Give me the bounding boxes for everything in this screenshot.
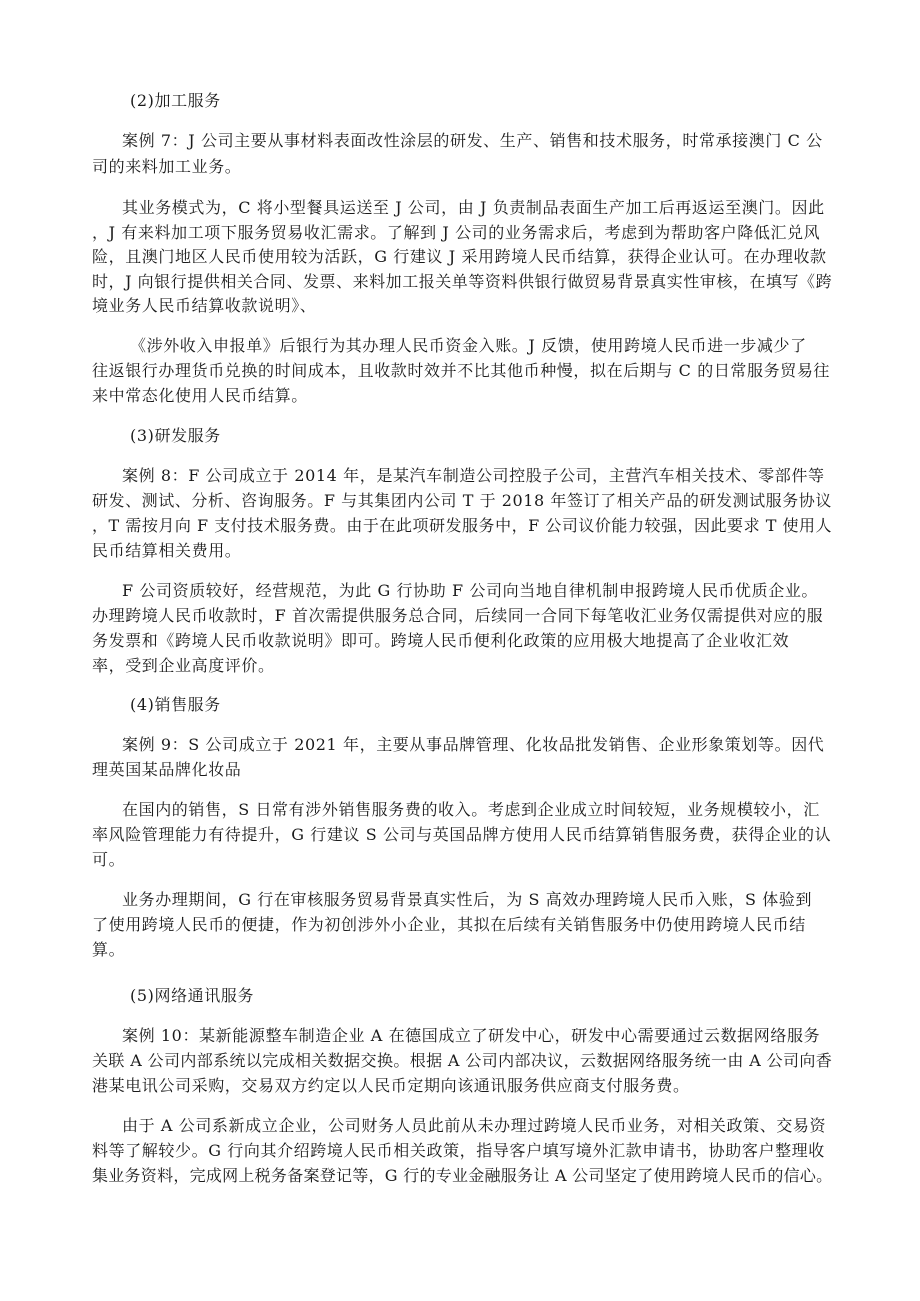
section-heading-network: (5)网络通讯服务: [130, 986, 255, 1005]
sales-para2-line: 可。: [92, 850, 126, 869]
section-heading-rd: (3)研发服务: [130, 426, 221, 445]
processing-para2-line: 险，且澳门地区人民币使用较为活跃，G 行建议 J 采用跨境人民币结算，获得企业认可。在办理收款: [92, 247, 827, 266]
processing-para3-line: 《涉外收入申报单》后银行为其办理人民币资金入账。J 反馈，使用跨境人民币进一步减少了: [130, 336, 807, 355]
rd-para2-line: 办理跨境人民币收款时，F 首次需提供服务总合同，后续同一合同下每笔收汇业务仅需提供对应的服: [92, 606, 824, 625]
section-heading-sales: (4)销售服务: [130, 695, 221, 714]
section-heading-processing: (2)加工服务: [130, 91, 221, 110]
sales-para3-line: 了使用跨境人民币的便捷，作为初创涉外小企业，其拟在后续有关销售服务中仍使用跨境人民币结: [92, 915, 806, 934]
processing-para2-line: ，J 有来料加工项下服务贸易收汇需求。了解到 J 公司的业务需求后，考虑到为帮助客户降低汇兑风: [92, 223, 821, 242]
case10-line: 关联 A 公司内部系统以完成相关数据交换。根据 A 公司内部决议，云数据网络服务统一由 A 公司向香: [92, 1051, 833, 1070]
sales-para3-line: 算。: [92, 940, 126, 959]
case8-line: 民币结算相关费用。: [92, 541, 242, 560]
processing-para2-line: 境业务人民币结算收款说明》、: [92, 296, 317, 315]
case8-line: 研发、测试、分析、咨询服务。F 与其集团内公司 T 于 2018 年签订了相关产品的研发测试服务协议: [92, 491, 832, 510]
processing-para3-line: 来中常态化使用人民币结算。: [92, 386, 308, 405]
sales-para3-line: 业务办理期间，G 行在审核服务贸易背景真实性后，为 S 高效办理跨境人民币入账，S 体验到: [122, 890, 813, 909]
processing-para2-line: 其业务模式为，C 将小型餐具运送至 J 公司，由 J 负责制品表面生产加工后再返运至澳门。因此: [122, 198, 825, 217]
network-para2-line: 集业务资料，完成网上税务备案登记等，G 行的专业金融服务让 A 公司坚定了使用跨境人民币的信心。: [92, 1166, 833, 1185]
case8-line: 案例 8：F 公司成立于 2014 年，是某汽车制造公司控股子公司，主营汽车相关技术、零部件等: [122, 466, 825, 485]
sales-para2-line: 率风险管理能力有待提升，G 行建议 S 公司与英国品牌方使用人民币结算销售服务费，获得企业的认: [92, 825, 832, 844]
case7-line: 司的来料加工业务。: [92, 157, 242, 176]
network-para2-line: 由于 A 公司系新成立企业，公司财务人员此前从未办理过跨境人民币业务，对相关政策、交易资: [122, 1116, 827, 1135]
network-para2-line: 料等了解较少。G 行向其介绍跨境人民币相关政策，指导客户填写境外汇款申请书，协助客户整理收: [92, 1141, 825, 1160]
rd-para2-line: 率，受到企业高度评价。: [92, 656, 275, 675]
case7-line: 案例 7：J 公司主要从事材料表面改性涂层的研发、生产、销售和技术服务，时常承接澳门 C 公: [122, 131, 823, 150]
processing-para2-line: 时，J 向银行提供相关合同、发票、来料加工报关单等资料供银行做贸易背景真实性审核，在填写《跨: [92, 272, 833, 291]
rd-para2-line: 务发票和《跨境人民币收款说明》即可。跨境人民币便利化政策的应用极大地提高了企业收汇效: [92, 631, 790, 650]
case9-line: 理英国某品牌化妆品: [92, 760, 242, 779]
case10-line: 港某电讯公司采购，交易双方约定以人民币定期向该通讯服务供应商支付服务费。: [92, 1076, 690, 1095]
case8-line: ，T 需按月向 F 支付技术服务费。由于在此项研发服务中，F 公司议价能力较强，因此要求 T 使用人: [92, 516, 833, 535]
sales-para2-line: 在国内的销售，S 日常有涉外销售服务费的收入。考虑到企业成立时间较短，业务规模较小，汇: [122, 800, 820, 819]
case10-line: 案例 10：某新能源整车制造企业 A 在德国成立了研发中心，研发中心需要通过云数据网络服务: [122, 1026, 821, 1045]
processing-para3-line: 往返银行办理货币兑换的时间成本，且收款时效并不比其他币种慢，拟在后期与 C 的日常服务贸易往: [92, 361, 831, 380]
case9-line: 案例 9：S 公司成立于 2021 年，主要从事品牌管理、化妆品批发销售、企业形象策划等。因代: [122, 735, 825, 754]
rd-para2-line: F 公司资质较好，经营规范，为此 G 行协助 F 公司向当地自律机制申报跨境人民币优质企业。: [122, 581, 819, 600]
